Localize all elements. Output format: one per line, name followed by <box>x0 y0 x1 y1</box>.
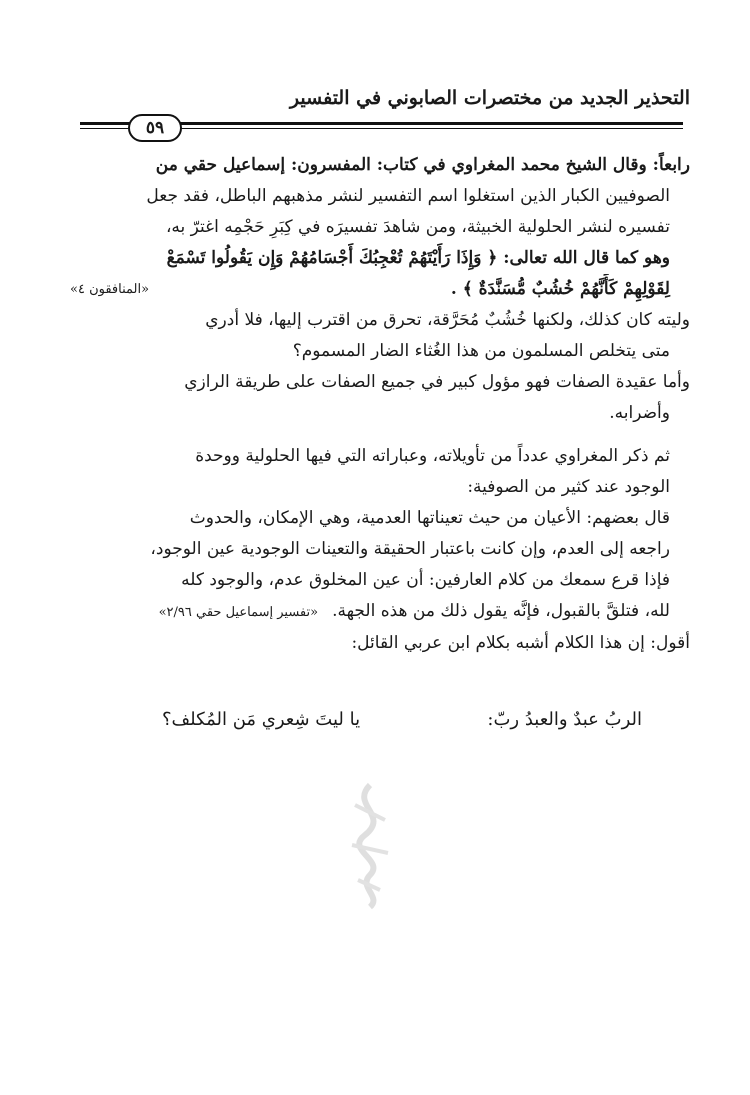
header-rule <box>80 114 683 140</box>
body-line-5 <box>70 274 690 305</box>
paragraph-gap <box>70 429 690 441</box>
quran-verse-part-2: لِقَوْلِهِمْ كَأَنَّهُمْ خُشُبٌ مُّسَنَّدَةٌ ﴾ . <box>450 279 670 299</box>
body-line-16: أقول: إن هذا الكلام أشبه بكلام ابن عربي القائل: <box>351 633 690 653</box>
poem-verse <box>162 705 642 735</box>
body-line-8: وأما عقيدة الصفات فهو مؤول كبير في جميع الصفات على طريقة الرازي <box>184 372 690 392</box>
body-line-9: وأضرابه. <box>609 403 670 423</box>
body-line-4 <box>70 243 690 274</box>
section-lead: رابعاً: وقال الشيخ محمد المغراوي في كتاب: المفسرون: إسماعيل حقي من <box>155 155 690 175</box>
body-line-11: الوجود عند كثير من الصوفية: <box>467 477 670 497</box>
body-line-3: تفسيره لنشر الحلولية الخبيثة، ومن شاهدَ تفسيرَه في كِبَرِ حَجْمِه اغترّ به، <box>165 217 670 237</box>
body-line-2: الصوفيين الكبار الذين استغلوا اسم التفسير لنشر مذهبهم الباطل، فقد جعل <box>146 186 670 206</box>
quran-verse-part-1: وهو كما قال الله تعالى: ﴿ وَإِذَا رَأَيْتَهُمْ تُعْجِبُكَ أَجْسَامُهُمْ وَإِن يَقُولُوا تَسْمَعْ <box>166 248 670 268</box>
body-line-6: وليته كان كذلك، ولكنها خُشُبٌ مُحَرَّقة، تحرق من اقترب إليها، فلا أدري <box>205 310 690 330</box>
body-line-13: راجعه إلى العدم، وإن كانت باعتبار الحقيقة والتعينات الوجودية عين الوجود، <box>150 539 670 559</box>
quran-reference: «المنافقون ٤» <box>70 282 150 297</box>
body-line-14: فإذا قرع سمعك من كلام العارفين: أن عين المخلوق عدم، والوجود كله <box>181 570 670 590</box>
tafsir-reference: «تفسير إسماعيل حقي ٢/٩٦» <box>158 605 319 620</box>
body-line-10: ثم ذكر المغراوي عدداً من تأويلاته، وعباراته التي فيها الحلولية ووحدة <box>195 446 670 466</box>
faded-stamp-icon <box>330 775 410 915</box>
body-line-12: قال بعضهم: الأعيان من حيث تعيناتها العدمية، وهي الإمكان، والحدوث <box>189 508 670 528</box>
poem-hemistich-left: يا ليتَ شِعري مَن المُكلف؟ <box>162 709 361 730</box>
running-title: التحذير الجديد من مختصرات الصابوني في التفسير <box>289 87 690 109</box>
page-number: ٥٩ <box>128 114 182 142</box>
body-line-15-text: لله، فتلقَّ بالقبول، فإنَّه يقول ذلك من هذه الجهة. <box>332 601 670 621</box>
poem-hemistich-right: الربُ عبدٌ والعبدُ ربّ: <box>487 709 642 730</box>
body-text <box>70 150 690 659</box>
body-line-15 <box>70 596 690 628</box>
body-line-7: متى يتخلص المسلمون من هذا الغُثاء الضار المسموم؟ <box>292 341 670 361</box>
body-line-1 <box>70 150 690 181</box>
